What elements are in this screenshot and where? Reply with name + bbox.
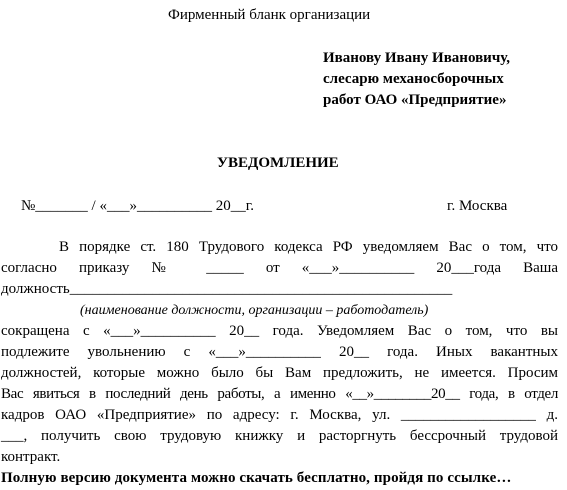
position-caption: (наименование должности, организации – работодатель) bbox=[80, 303, 429, 318]
addressee-line-2: слесарю механосборочных bbox=[323, 71, 504, 87]
body-line-7: Вас явиться в последний день работы, а именно «__»________20__ года, в отдел bbox=[1, 386, 558, 402]
city: г. Москва bbox=[447, 198, 508, 214]
body-line-5: подлежите увольнению с «___»__________ 20__ года. Иных вакантных bbox=[1, 344, 558, 360]
letterhead: Фирменный бланк организации bbox=[168, 7, 371, 23]
body-line-6: должностей, которые можно было бы Вам предложить, не имеется. Просим bbox=[1, 365, 558, 381]
number-date-field: №_______ / «___»__________ 20__г. bbox=[21, 198, 254, 214]
addressee-line-1: Иванову Ивану Ивановичу, bbox=[323, 50, 511, 66]
body-line-3: должность___________________________________________________ bbox=[1, 281, 453, 297]
body-line-9: ___, получить свою трудовую книжку и расторгнуть бессрочный трудовой bbox=[1, 428, 558, 444]
download-link-note[interactable]: Полную версию документа можно скачать бесплатно, пройдя по ссылке… bbox=[1, 470, 512, 486]
body-line-10: контракт. bbox=[1, 449, 61, 465]
body-line-1: В порядке ст. 180 Трудового кодекса РФ уведомляем Вас о том, что bbox=[59, 239, 558, 255]
body-line-2: согласно приказу № _____ от «___»__________ 20___года Ваша bbox=[1, 260, 558, 276]
addressee-line-3: работ ОАО «Предприятие» bbox=[323, 92, 507, 108]
document-title: УВЕДОМЛЕНИЕ bbox=[217, 155, 339, 171]
body-line-4: сокращена с «___»__________ 20__ года. Уведомляем Вас о том, что вы bbox=[1, 323, 558, 339]
body-line-8: кадров ОАО «Предприятие» по адресу: г. Москва, ул. __________________ д. bbox=[1, 407, 558, 423]
